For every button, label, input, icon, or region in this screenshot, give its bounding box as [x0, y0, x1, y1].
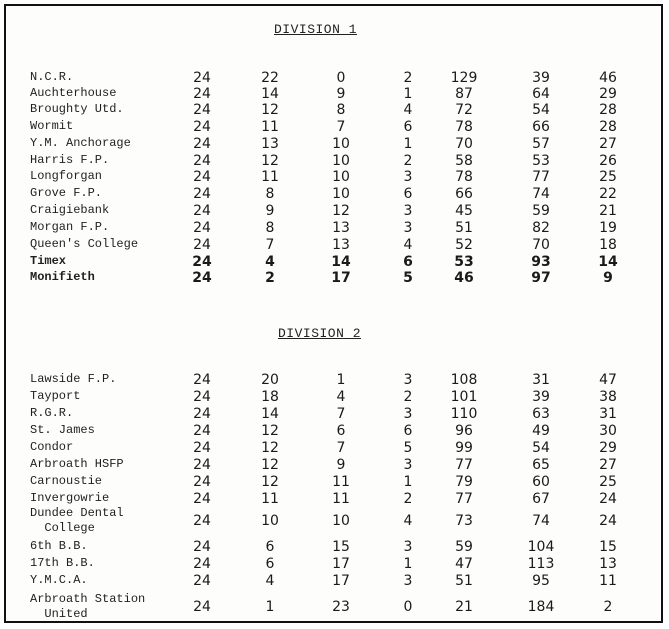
stat-value: 27 — [599, 136, 617, 152]
stat-value: 29 — [599, 440, 617, 456]
stat-value: 73 — [455, 513, 473, 529]
team-name: N.C.R. — [30, 70, 74, 84]
team-name: R.G.R. — [30, 406, 74, 420]
stat-value: 6 — [336, 423, 346, 439]
stat-value: 13 — [599, 556, 617, 572]
stat-value: 108 — [450, 372, 478, 388]
table-row — [6, 556, 661, 572]
stat-value: 24 — [193, 237, 211, 253]
team-name: Harris F.P. — [30, 153, 110, 167]
table-row — [6, 389, 661, 405]
stat-value: 13 — [261, 136, 279, 152]
stat-value: 7 — [265, 237, 275, 253]
stat-value: 14 — [261, 86, 279, 102]
stat-value: 6 — [403, 186, 413, 202]
table-row — [6, 423, 661, 439]
stat-value: 4 — [265, 573, 275, 589]
stat-value: 22 — [599, 186, 617, 202]
stat-value: 2 — [403, 153, 413, 169]
table-row — [6, 440, 661, 456]
stat-value: 6 — [403, 254, 413, 270]
stat-value: 64 — [532, 86, 550, 102]
stat-value: 0 — [403, 599, 413, 615]
stat-value: 74 — [532, 186, 550, 202]
stat-value: 97 — [531, 270, 551, 286]
stat-value: 59 — [455, 539, 473, 555]
stat-value: 4 — [265, 254, 275, 270]
stat-value: 39 — [532, 70, 550, 86]
stat-value: 24 — [193, 136, 211, 152]
stat-value: 11 — [332, 474, 350, 490]
stat-value: 51 — [455, 220, 473, 236]
stat-value: 11 — [261, 491, 279, 507]
stat-value: 110 — [450, 406, 478, 422]
stat-value: 8 — [265, 186, 275, 202]
stat-value: 2 — [403, 389, 413, 405]
stat-value: 24 — [193, 389, 211, 405]
team-name: Dundee Dental College — [30, 506, 124, 535]
team-name: Grove F.P. — [30, 186, 103, 200]
stat-value: 3 — [403, 457, 413, 473]
team-name: Invergowrie — [30, 491, 110, 505]
table-row — [6, 169, 661, 185]
stat-value: 54 — [532, 440, 550, 456]
stat-value: 74 — [532, 513, 550, 529]
stat-value: 52 — [455, 237, 473, 253]
stat-value: 184 — [527, 599, 555, 615]
stat-value: 6 — [403, 423, 413, 439]
team-name: Broughty Utd. — [30, 102, 124, 116]
stat-value: 13 — [332, 237, 350, 253]
stat-value: 31 — [599, 406, 617, 422]
table-row — [6, 270, 661, 286]
stat-value: 9 — [603, 270, 613, 286]
stat-value: 24 — [193, 513, 211, 529]
stat-value: 39 — [532, 389, 550, 405]
stat-value: 93 — [531, 254, 551, 270]
stat-value: 17 — [331, 270, 351, 286]
stat-value: 1 — [403, 556, 413, 572]
stat-value: 24 — [599, 513, 617, 529]
stat-value: 24 — [193, 102, 211, 118]
team-name: Wormit — [30, 119, 74, 133]
stat-value: 10 — [332, 136, 350, 152]
team-name: Lawside F.P. — [30, 372, 117, 386]
stat-value: 47 — [455, 556, 473, 572]
stat-value: 54 — [532, 102, 550, 118]
stat-value: 4 — [336, 389, 346, 405]
team-name: Tayport — [30, 389, 81, 403]
team-name: Longforgan — [30, 169, 103, 183]
stat-value: 38 — [599, 389, 617, 405]
stat-value: 1 — [336, 372, 346, 388]
stat-value: 1 — [403, 136, 413, 152]
stat-value: 3 — [403, 406, 413, 422]
stat-value: 18 — [261, 389, 279, 405]
stat-value: 87 — [455, 86, 473, 102]
table-row — [6, 372, 661, 388]
stat-value: 24 — [193, 556, 211, 572]
stat-value: 24 — [599, 491, 617, 507]
team-name: Auchterhouse — [30, 86, 117, 100]
stat-value: 47 — [599, 372, 617, 388]
stat-value: 25 — [599, 169, 617, 185]
stat-value: 12 — [261, 474, 279, 490]
stat-value: 28 — [599, 119, 617, 135]
league-table-page — [4, 4, 663, 623]
stat-value: 14 — [331, 254, 351, 270]
stat-value: 82 — [532, 220, 550, 236]
stat-value: 72 — [455, 102, 473, 118]
stat-value: 12 — [261, 102, 279, 118]
stat-value: 66 — [532, 119, 550, 135]
stat-value: 24 — [193, 491, 211, 507]
stat-value: 10 — [332, 169, 350, 185]
table-row — [6, 102, 661, 118]
stat-value: 8 — [336, 102, 346, 118]
stat-value: 15 — [599, 539, 617, 555]
stat-value: 77 — [532, 169, 550, 185]
stat-value: 5 — [403, 270, 413, 286]
stat-value: 18 — [599, 237, 617, 253]
table-row — [6, 153, 661, 169]
team-name: Queen's College — [30, 237, 139, 251]
table-row — [6, 86, 661, 102]
stat-value: 77 — [455, 457, 473, 473]
stat-value: 31 — [532, 372, 550, 388]
stat-value: 7 — [336, 440, 346, 456]
stat-value: 65 — [532, 457, 550, 473]
table-row — [6, 457, 661, 473]
stat-value: 23 — [332, 599, 350, 615]
stat-value: 0 — [336, 70, 346, 86]
team-name: St. James — [30, 423, 95, 437]
stat-value: 13 — [332, 220, 350, 236]
table-row — [6, 592, 661, 621]
stat-value: 24 — [193, 203, 211, 219]
team-name: Arbroath HSFP — [30, 457, 124, 471]
stat-value: 24 — [193, 423, 211, 439]
stat-value: 2 — [603, 599, 613, 615]
team-name: 17th B.B. — [30, 556, 95, 570]
stat-value: 10 — [332, 153, 350, 169]
stat-value: 77 — [455, 491, 473, 507]
team-name: Y.M.C.A. — [30, 573, 88, 587]
stat-value: 3 — [403, 203, 413, 219]
table-row — [6, 119, 661, 135]
table-row — [6, 136, 661, 152]
team-name: Arbroath Station United — [30, 592, 146, 621]
stat-value: 6 — [265, 556, 275, 572]
table-row — [6, 203, 661, 219]
stat-value: 22 — [261, 70, 279, 86]
stat-value: 11 — [261, 119, 279, 135]
stat-value: 11 — [261, 169, 279, 185]
table-row — [6, 406, 661, 422]
stat-value: 24 — [193, 573, 211, 589]
stat-value: 3 — [403, 169, 413, 185]
stat-value: 24 — [192, 254, 212, 270]
table-row — [6, 220, 661, 236]
stat-value: 27 — [599, 457, 617, 473]
stat-value: 58 — [455, 153, 473, 169]
stat-value: 7 — [336, 406, 346, 422]
table-row — [6, 573, 661, 589]
stat-value: 70 — [532, 237, 550, 253]
team-name: Y.M. Anchorage — [30, 136, 131, 150]
table-row — [6, 506, 661, 535]
stat-value: 24 — [193, 169, 211, 185]
table-row — [6, 491, 661, 507]
stat-value: 24 — [193, 406, 211, 422]
stat-value: 19 — [599, 220, 617, 236]
stat-value: 24 — [193, 220, 211, 236]
stat-value: 4 — [403, 102, 413, 118]
stat-value: 3 — [403, 372, 413, 388]
stat-value: 24 — [193, 440, 211, 456]
table-row — [6, 186, 661, 202]
stat-value: 24 — [193, 119, 211, 135]
stat-value: 70 — [455, 136, 473, 152]
stat-value: 2 — [403, 491, 413, 507]
stat-value: 12 — [261, 153, 279, 169]
stat-value: 1 — [403, 474, 413, 490]
stat-value: 129 — [450, 70, 478, 86]
stat-value: 24 — [193, 153, 211, 169]
stat-value: 104 — [527, 539, 555, 555]
stat-value: 3 — [403, 539, 413, 555]
stat-value: 45 — [455, 203, 473, 219]
stat-value: 12 — [261, 423, 279, 439]
stat-value: 24 — [193, 372, 211, 388]
stat-value: 24 — [193, 539, 211, 555]
stat-value: 11 — [332, 491, 350, 507]
stat-value: 5 — [403, 440, 413, 456]
stat-value: 3 — [403, 220, 413, 236]
stat-value: 8 — [265, 220, 275, 236]
stat-value: 9 — [336, 86, 346, 102]
stat-value: 60 — [532, 474, 550, 490]
stat-value: 101 — [450, 389, 478, 405]
stat-value: 46 — [454, 270, 474, 286]
stat-value: 14 — [598, 254, 618, 270]
stat-value: 63 — [532, 406, 550, 422]
stat-value: 12 — [261, 457, 279, 473]
stat-value: 46 — [599, 70, 617, 86]
stat-value: 24 — [193, 86, 211, 102]
stat-value: 17 — [332, 573, 350, 589]
table-row — [6, 474, 661, 490]
stat-value: 95 — [532, 573, 550, 589]
stat-value: 9 — [265, 203, 275, 219]
stat-value: 79 — [455, 474, 473, 490]
table-row — [6, 254, 661, 270]
stat-value: 6 — [265, 539, 275, 555]
stat-value: 53 — [454, 254, 474, 270]
stat-value: 15 — [332, 539, 350, 555]
table-row — [6, 539, 661, 555]
stat-value: 24 — [193, 70, 211, 86]
stat-value: 99 — [455, 440, 473, 456]
stat-value: 51 — [455, 573, 473, 589]
stat-value: 10 — [332, 186, 350, 202]
stat-value: 78 — [455, 169, 473, 185]
stat-value: 25 — [599, 474, 617, 490]
stat-value: 21 — [599, 203, 617, 219]
stat-value: 24 — [193, 457, 211, 473]
stat-value: 2 — [403, 70, 413, 86]
stat-value: 26 — [599, 153, 617, 169]
stat-value: 78 — [455, 119, 473, 135]
stat-value: 6 — [403, 119, 413, 135]
team-name: Carnoustie — [30, 474, 103, 488]
stat-value: 24 — [193, 186, 211, 202]
team-name: Morgan F.P. — [30, 220, 110, 234]
stat-value: 53 — [532, 153, 550, 169]
stat-value: 66 — [455, 186, 473, 202]
team-name: 6th B.B. — [30, 539, 88, 553]
stat-value: 10 — [332, 513, 350, 529]
stat-value: 2 — [265, 270, 275, 286]
stat-value: 3 — [403, 573, 413, 589]
stat-value: 1 — [403, 86, 413, 102]
stat-value: 20 — [261, 372, 279, 388]
stat-value: 17 — [332, 556, 350, 572]
stat-value: 67 — [532, 491, 550, 507]
stat-value: 113 — [527, 556, 555, 572]
team-name: Timex — [30, 254, 67, 268]
table-row — [6, 237, 661, 253]
stat-value: 7 — [336, 119, 346, 135]
division-1-heading: DIVISION 1 — [274, 22, 358, 37]
stat-value: 10 — [261, 513, 279, 529]
stat-value: 49 — [532, 423, 550, 439]
stat-value: 12 — [261, 440, 279, 456]
stat-value: 21 — [455, 599, 473, 615]
stat-value: 12 — [332, 203, 350, 219]
stat-value: 4 — [403, 237, 413, 253]
division-2-heading: DIVISION 2 — [278, 326, 362, 341]
stat-value: 29 — [599, 86, 617, 102]
stat-value: 24 — [193, 474, 211, 490]
team-name: Condor — [30, 440, 74, 454]
stat-value: 57 — [532, 136, 550, 152]
stat-value: 14 — [261, 406, 279, 422]
stat-value: 28 — [599, 102, 617, 118]
stat-value: 1 — [265, 599, 275, 615]
table-row — [6, 70, 661, 86]
stat-value: 24 — [193, 599, 211, 615]
team-name: Monifieth — [30, 270, 95, 284]
stat-value: 59 — [532, 203, 550, 219]
stat-value: 11 — [599, 573, 617, 589]
stat-value: 9 — [336, 457, 346, 473]
team-name: Craigiebank — [30, 203, 110, 217]
stat-value: 30 — [599, 423, 617, 439]
stat-value: 96 — [455, 423, 473, 439]
stat-value: 24 — [192, 270, 212, 286]
stat-value: 4 — [403, 513, 413, 529]
